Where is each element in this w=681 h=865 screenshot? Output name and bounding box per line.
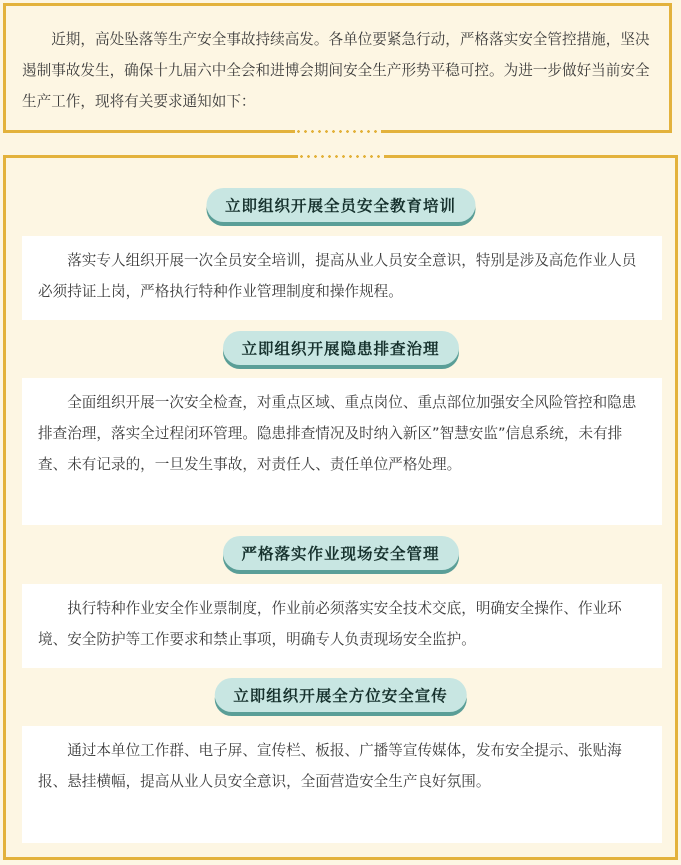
- section-title-site: 严格落实作业现场安全管理: [222, 536, 458, 570]
- section-body-publicity: 通过本单位工作群、电子屏、宣传栏、板报、广播等宣传媒体，发布安全提示、张贴海报、悬挂横幅，提高从业人员安全意识，全面营造安全生产良好氛围。: [38, 742, 622, 790]
- section-title-hazard: 立即组织开展隐患排查治理: [222, 331, 458, 365]
- requirements-box: [3, 155, 678, 860]
- section-body-hazard: 全面组织开展一次安全检查，对重点区域、重点岗位、重点部位加强安全风险管控和隐患排查治理，落实全过程闭环管理。隐患排查情况及时纳入新区”智慧安监”信息系统，未有排查、未有记录的，一旦发生事故，对责任人、责任单位严格处理。: [38, 394, 637, 473]
- section-card-training: [22, 236, 662, 320]
- section-card-hazard: [22, 378, 662, 525]
- intro-paragraph: 近期，高处坠落等生产安全事故持续高发。各单位要紧急行动，严格落实安全管控措施，坚决遏制事故发生，确保十九届六中全会和进博会期间安全生产形势平稳可控。为进一步做好当前安全生产工作，现将有关要求通知如下：: [22, 31, 650, 110]
- section-body-training: 落实专人组织开展一次全员安全培训，提高从业人员安全意识，特别是涉及高危作业人员必须持证上岗，严格执行特种作业管理制度和操作规程。: [38, 252, 637, 300]
- intro-box: [3, 3, 672, 133]
- section-title-training: 立即组织开展全员安全教育培训: [206, 188, 475, 222]
- section-body-site: 执行特种作业安全作业票制度，作业前必须落实安全技术交底，明确安全操作、作业环境、安全防护等工作要求和禁止事项，明确专人负责现场安全监护。: [38, 600, 622, 648]
- dotted-divider: [298, 155, 384, 158]
- section-title-publicity: 立即组织开展全方位安全宣传: [214, 678, 467, 712]
- section-card-site: [22, 584, 662, 668]
- section-card-publicity: [22, 726, 662, 843]
- dotted-divider: [295, 130, 381, 133]
